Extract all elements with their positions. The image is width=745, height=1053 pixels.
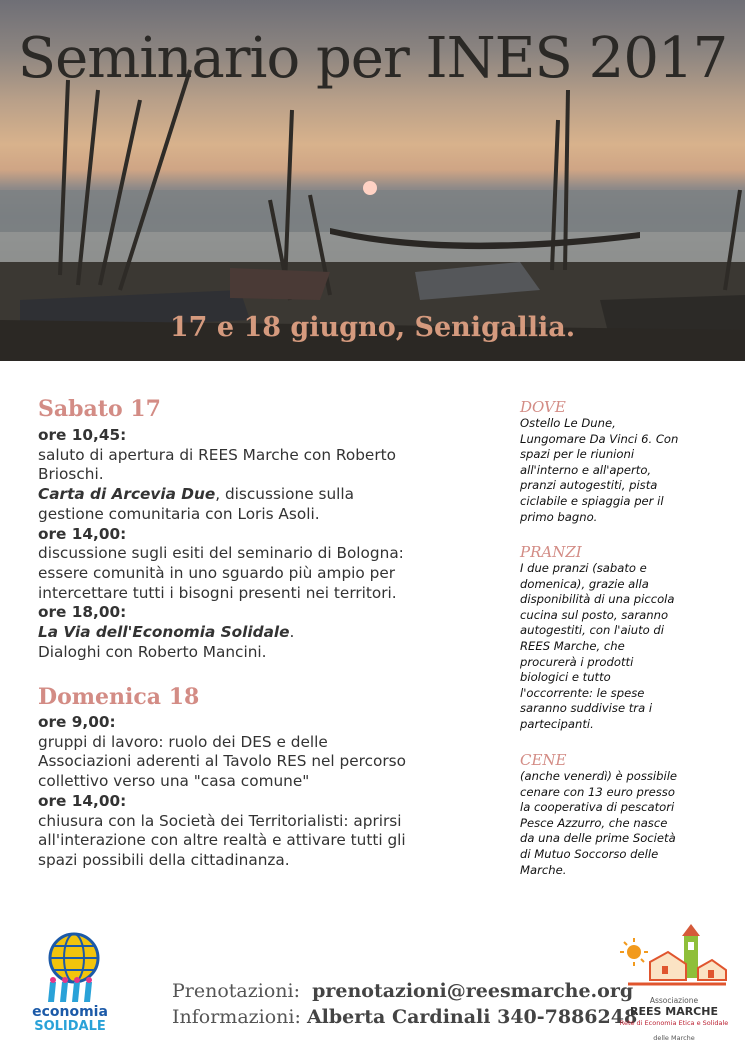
- program-line: essere comunità in uno sguardo più ampio per: [38, 563, 396, 582]
- program-line: gestione comunitaria con Loris Asoli.: [38, 504, 320, 523]
- info-dove: [520, 398, 725, 525]
- sunday-heading: Domenica 18: [38, 684, 200, 710]
- program-line: saluto di apertura di REES Marche con Roberto: [38, 445, 396, 464]
- booking-label: Prenotazioni:: [172, 980, 300, 1002]
- info-line: Lungomare Da Vinci 6. Con: [520, 431, 679, 446]
- info-cene: [520, 751, 725, 878]
- dove-heading: DOVE: [520, 398, 566, 416]
- info-line: saranno suddivise tra i: [520, 701, 653, 716]
- pranzi-text: [520, 561, 725, 733]
- time-label: ore 9,00:: [38, 713, 116, 731]
- economia-solidale-logo: [18, 930, 123, 1035]
- info-pranzi: [520, 543, 725, 733]
- program-line: all'interazione con altre realtà e attivare tutti gli: [38, 831, 406, 850]
- program-line: chiusura con la Società dei Territorialisti: aprirsi: [38, 811, 402, 830]
- program-line: Associazioni aderenti al Tavolo RES nel percorso: [38, 752, 407, 771]
- program-line: gruppi di lavoro: ruolo dei DES e delle: [38, 732, 328, 751]
- info-line: ciclabile e spiaggia per il: [520, 493, 664, 508]
- time-label: ore 18,00:: [38, 603, 127, 622]
- info-line: la cooperativa di pescatori: [520, 800, 675, 815]
- info-line-footer: [172, 1006, 637, 1028]
- info-line: pranzi autogestiti, pista: [520, 478, 658, 493]
- info-line: di Mutuo Soccorso delle: [520, 846, 659, 861]
- booking-line: [172, 980, 633, 1002]
- event-dates: 17 e 18 giugno, Senigallia.: [169, 312, 576, 343]
- info-line: cucina sul posto, saranno: [520, 607, 669, 622]
- info-line: primo bagno.: [520, 509, 598, 524]
- info-line: procurerà i prodotti: [520, 654, 634, 669]
- info-line: I due pranzi (sabato e: [520, 561, 647, 575]
- cene-text: [520, 769, 725, 878]
- logo-rees-marche: REES MARCHE: [630, 1005, 718, 1018]
- program-line: intercettare tutti i bisogni presenti nei territori.: [38, 583, 397, 602]
- info-line: l'occorrente: le spese: [520, 685, 645, 700]
- info-line: REES Marche, che: [520, 638, 625, 653]
- info-label: Informazioni:: [172, 1006, 301, 1028]
- program-line: discussione sugli esiti del seminario di Bologna:: [38, 544, 404, 563]
- logo-association: Associazione: [649, 996, 699, 1005]
- globe-icon: [18, 930, 123, 1035]
- time-label: ore 14,00:: [38, 791, 127, 810]
- page-title: Seminario per INES 2017: [17, 26, 728, 91]
- info-line: autogestiti, con l'aiuto di: [520, 623, 665, 638]
- info-line: da una delle prime Società: [520, 831, 676, 846]
- pranzi-heading: PRANZI: [520, 543, 582, 561]
- event-title: Carta di Arcevia Due: [38, 485, 216, 504]
- program-line: collettivo verso una "casa comune": [38, 772, 310, 791]
- program-line: [38, 485, 458, 505]
- program-text: .: [289, 623, 295, 642]
- info-line: all'interno e all'aperto,: [520, 462, 652, 477]
- info-line: cenare con 13 euro presso: [520, 784, 675, 799]
- info-line: disponibilità di una piccola: [520, 592, 675, 607]
- info-line: Ostello Le Dune,: [520, 416, 616, 430]
- info-line: Pesce Azzurro, che nasce: [520, 815, 668, 830]
- info-line: domenica), grazie alla: [520, 576, 649, 591]
- info-line: (anche venerdì) è possibile: [520, 769, 678, 783]
- info-line: spazi per le riunioni: [520, 447, 635, 462]
- info-line: partecipanti.: [520, 716, 594, 731]
- village-icon: [618, 922, 730, 997]
- rees-marche-logo: [618, 922, 730, 1042]
- logo-network: Rete di Economia Etica e Solidale: [619, 1019, 729, 1027]
- saturday-heading: Sabato 17: [38, 396, 161, 422]
- event-title: La Via dell'Economia Solidale: [38, 623, 290, 642]
- dove-text: [520, 416, 725, 525]
- logo-region: delle Marche: [653, 1034, 695, 1042]
- info-line: Marche.: [520, 862, 567, 877]
- program-line: [38, 623, 458, 643]
- program-line: Brioschi.: [38, 465, 104, 484]
- info-contact: Alberta Cardinali 340-7886248: [306, 1006, 638, 1028]
- logo-text-economia: economia: [32, 1004, 108, 1020]
- cene-heading: CENE: [520, 751, 567, 769]
- program-line: Dialoghi con Roberto Mancini.: [38, 642, 267, 661]
- sunday-program: [38, 713, 458, 871]
- booking-email[interactable]: prenotazioni@reesmarche.org: [312, 980, 634, 1002]
- hero-banner: [0, 0, 745, 361]
- program-line: spazi possibili della cittadinanza.: [38, 850, 290, 869]
- info-line: biologici e tutto: [520, 670, 611, 685]
- program-text: , discussione sulla: [215, 485, 355, 504]
- logo-text-solidale: SOLIDALE: [34, 1019, 106, 1034]
- saturday-program: [38, 426, 458, 662]
- time-label: ore 14,00:: [38, 524, 127, 543]
- time-label: ore 10,45:: [38, 426, 127, 444]
